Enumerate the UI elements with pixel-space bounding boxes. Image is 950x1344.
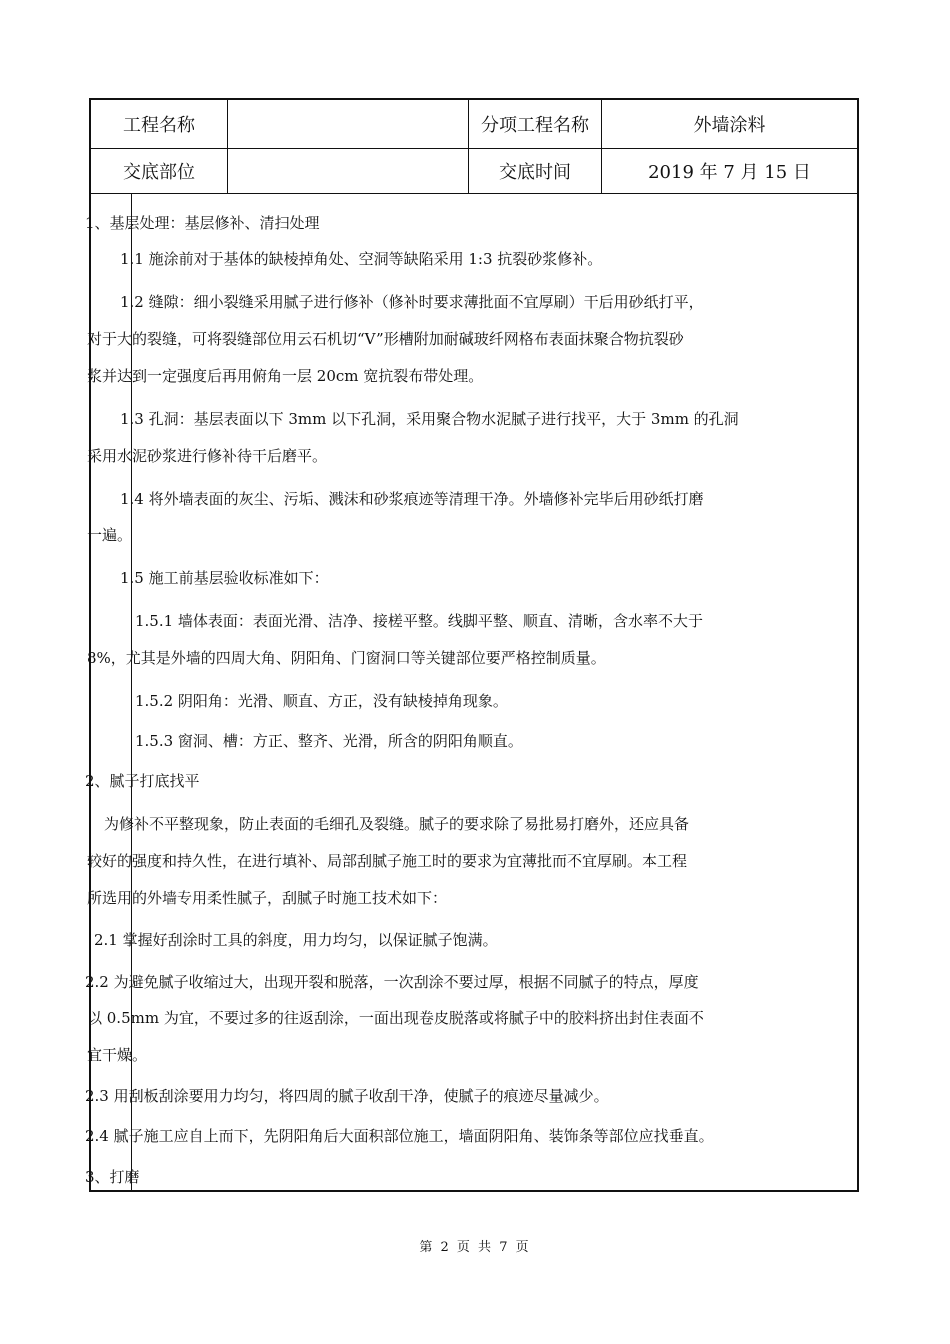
content-line: 以 0.5mm 为宜，不要过多的往返刮涂，一面出现卷皮脱落或将腻子中的胶料挤出封住表面不: [87, 1009, 704, 1027]
sub-project-label: 分项工程名称: [469, 100, 602, 148]
location-label: 交底部位: [91, 148, 228, 193]
sub-project-value: 外墙涂料: [693, 115, 766, 136]
content-line: 较好的强度和持久性，在进行填补、局部刮腻子施工时的要求为宜薄批而不宜厚刷。本工程: [87, 852, 688, 870]
content-line: 1.5.1 墙体表面：表面光滑、洁净、接槎平整。线脚平整、顺直、清晰，含水率不大于: [135, 612, 703, 630]
content-line: 采用水泥砂浆进行修补待干后磨平。: [87, 447, 328, 465]
content-line: 所选用的外墙专用柔性腻子，刮腻子时施工技术如下：: [87, 889, 448, 907]
content-line: 2.4 腻子施工应自上而下，先阴阳角后大面积部位施工，墙面阴阳角、装饰条等部位应找垂直。: [85, 1127, 714, 1145]
header-row-1: [91, 100, 857, 149]
content-line: 1.4 将外墙表面的灰尘、污垢、溅沫和砂浆痕迹等清理干净。外墙修补完毕后用砂纸打磨: [120, 490, 704, 508]
disclosure-form: [85, 98, 859, 1192]
content-line: 3、打磨: [85, 1168, 140, 1186]
page-number: 第 2 页 共 7 页: [419, 1240, 531, 1255]
content-line: 浆并达到一定强度后再用俯角一层 20cm 宽抗裂布带处理。: [87, 367, 484, 385]
content-line: 宜干燥。: [87, 1046, 148, 1064]
content-line: 2.3 用刮板刮涂要用力均匀，将四周的腻子收刮干净，使腻子的痕迹尽量减少。: [85, 1087, 609, 1105]
time-label: 交底时间: [469, 148, 602, 193]
content-line: 2.1 掌握好刮涂时工具的斜度，用力均匀，以保证腻子饱满。: [94, 931, 498, 949]
content-line: 1.5.3 窗洞、槽：方正、整齐、光滑，所含的阴阳角顺直。: [135, 732, 523, 750]
content-line: 一遍。: [87, 526, 133, 544]
content-line: 1.2 缝隙：细小裂缝采用腻子进行修补（修补时要求薄批面不宜厚刷）干后用砂纸打平，: [120, 293, 704, 311]
content-line: 2.2 为避免腻子收缩过大，出现开裂和脱落，一次刮涂不要过厚，根据不同腻子的特点，厚度: [85, 973, 699, 991]
content-line: 1、基层处理：基层修补、清扫处理: [85, 214, 320, 232]
content-area: [85, 194, 857, 1190]
project-name-label: 工程名称: [91, 100, 228, 148]
content-text: [85, 194, 857, 1190]
time-value: 2019 年 7 月 15 日: [648, 161, 811, 183]
content-line: 1.3 孔洞：基层表面以下 3mm 以下孔洞，采用聚合物水泥腻子进行找平，大于 3mm 的孔洞: [120, 410, 739, 428]
content-line: 8%，尤其是外墙的四周大角、阴阳角、门窗洞口等关键部位要严格控制质量。: [87, 649, 606, 667]
content-line: 1.5 施工前基层验收标准如下：: [120, 569, 329, 587]
content-line: 1.1 施涂前对于基体的缺棱掉角处、空洞等缺陷采用 1:3 抗裂砂浆修补。: [120, 250, 603, 268]
header-row-2: [91, 148, 857, 194]
project-name-value: [228, 100, 469, 148]
content-line: 2、腻子打底找平: [85, 772, 200, 790]
location-value: [228, 148, 469, 193]
content-line: 1.5.2 阴阳角：光滑、顺直、方正，没有缺棱掉角现象。: [135, 692, 508, 710]
content-line: 为修补不平整现象，防止表面的毛细孔及裂缝。腻子的要求除了易批易打磨外，还应具备: [104, 815, 690, 833]
content-line: 对于大的裂缝，可将裂缝部位用云石机切“V”形槽附加耐碱玻纤网格布表面抹聚合物抗裂砂: [87, 330, 684, 348]
